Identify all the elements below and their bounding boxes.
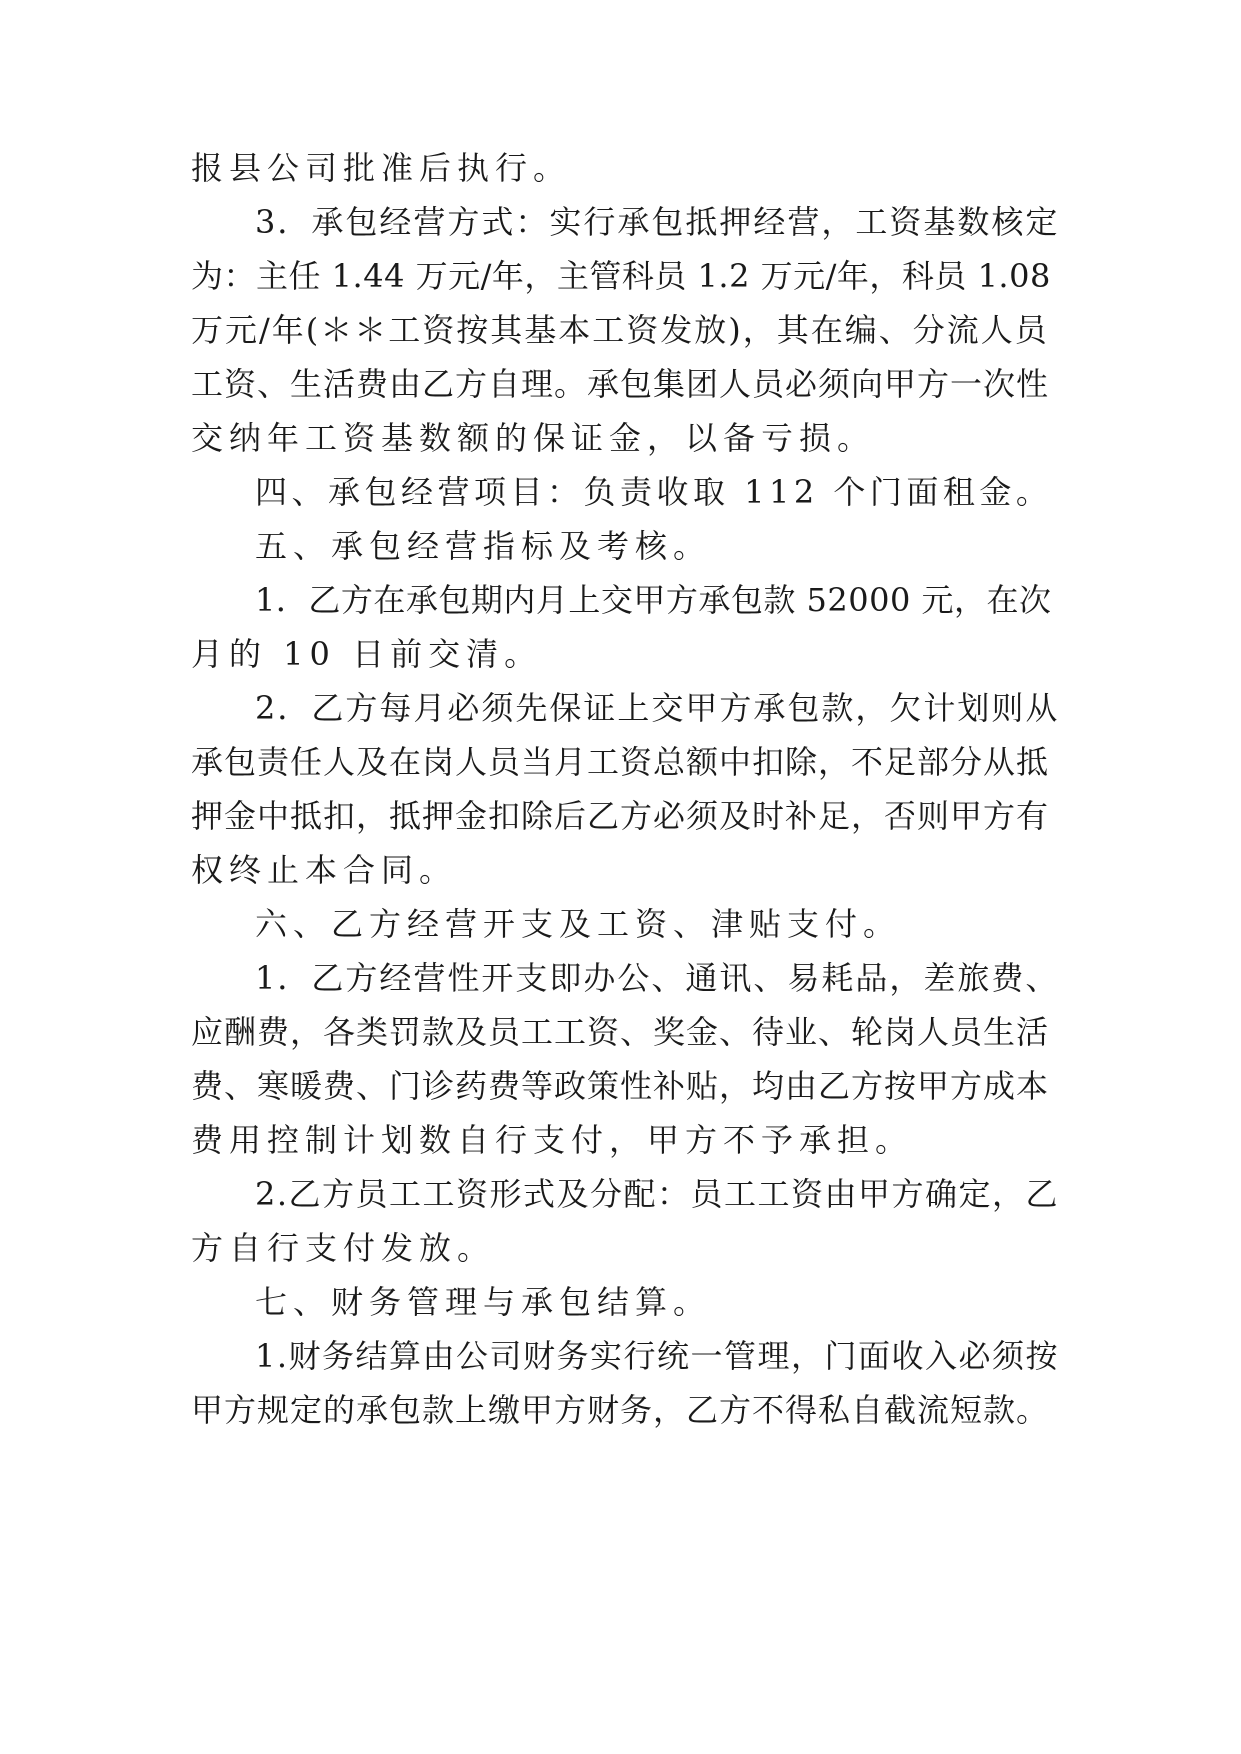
text-line: 报县公司批准后执行。 [191,149,572,187]
text-line: 3．承包经营方式：实行承包抵押经营，工资基数核定 [255,203,1060,241]
text-line: 1.财务结算由公司财务实行统一管理，门面收入必须按 [255,1337,1060,1375]
text-line: 费用控制计划数自行支付，甲方不予承担。 [191,1121,914,1159]
text-line: 押金中抵扣，抵押金扣除后乙方必须及时补足，否则甲方有 [191,797,1050,835]
text-line: 权终止本合同。 [191,851,458,889]
text-line: 为：主任 1.44 万元/年，主管科员 1.2 万元/年，科员 1.08 [191,257,1051,295]
text-line: 费、寒暖费、门诊药费等政策性补贴，均由乙方按甲方成本 [191,1067,1050,1105]
text-line: 2．乙方每月必须先保证上交甲方承包款，欠计划则从 [255,689,1060,727]
text-line: 六、乙方经营开支及工资、津贴支付。 [255,905,902,943]
text-line: 万元/年(＊＊工资按其基本工资发放)，其在编、分流人员 [191,311,1049,349]
text-line: 方自行支付发放。 [191,1229,496,1267]
text-line: 应酬费，各类罚款及员工工资、奖金、待业、轮岗人员生活 [191,1013,1050,1051]
text-line: 2.乙方员工工资形式及分配：员工工资由甲方确定，乙 [255,1175,1060,1213]
text-line: 1．乙方在承包期内月上交甲方承包款 52000 元，在次 [255,581,1052,619]
text-line: 甲方规定的承包款上缴甲方财务，乙方不得私自截流短款。 [191,1391,1050,1429]
text-line: 月的 10 日前交清。 [191,635,543,673]
text-line: 工资、生活费由乙方自理。承包集团人员必须向甲方一次性 [191,365,1050,403]
text-line: 1．乙方经营性开支即办公、通讯、易耗品，差旅费、 [255,959,1060,997]
text-line: 四、承包经营项目：负责收取 112 个门面租金。 [255,473,1053,511]
text-line: 交纳年工资基数额的保证金，以备亏损。 [191,419,876,457]
text-line: 承包责任人及在岗人员当月工资总额中扣除，不足部分从抵 [191,743,1050,781]
text-line: 七、财务管理与承包结算。 [255,1283,712,1321]
text-line: 五、承包经营指标及考核。 [255,527,712,565]
